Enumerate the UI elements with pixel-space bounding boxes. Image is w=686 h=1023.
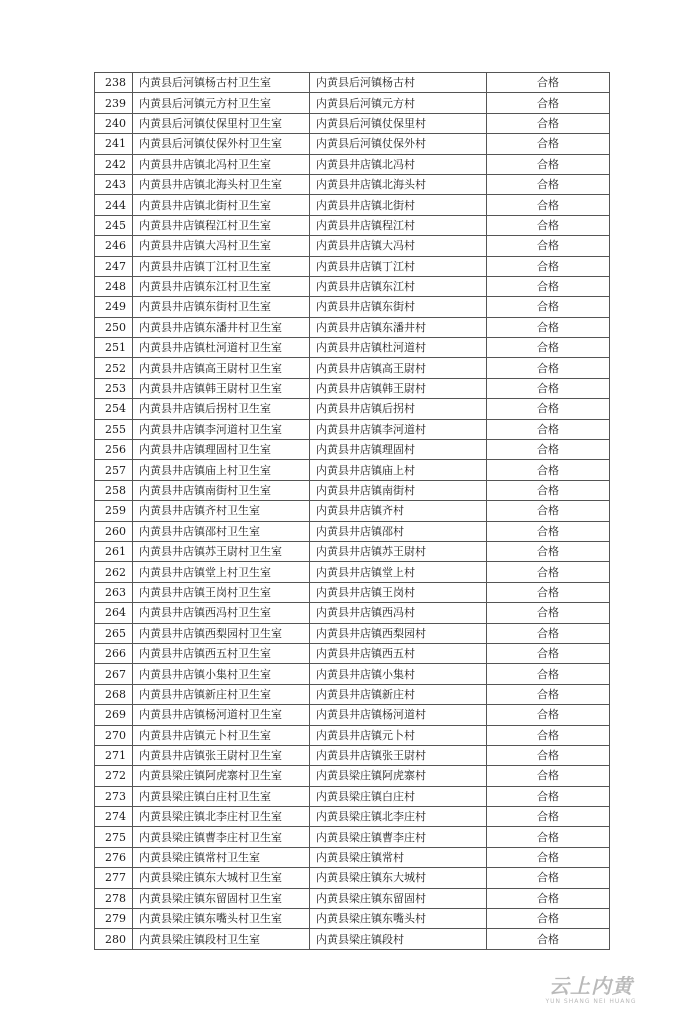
clinic-address: 内黄县井店镇杜河道村 — [310, 338, 487, 358]
row-number: 239 — [95, 93, 133, 113]
clinic-address: 内黄县井店镇苏王尉村 — [310, 541, 487, 561]
inspection-result: 合格 — [487, 134, 610, 154]
row-number: 254 — [95, 399, 133, 419]
clinic-name: 内黄县井店镇东街村卫生室 — [133, 297, 310, 317]
clinic-name: 内黄县梁庄镇白庄村卫生室 — [133, 786, 310, 806]
clinic-name: 内黄县井店镇堂上村卫生室 — [133, 562, 310, 582]
clinic-name: 内黄县井店镇张王尉村卫生室 — [133, 745, 310, 765]
clinic-address: 内黄县井店镇齐村 — [310, 501, 487, 521]
table-row — [95, 215, 610, 235]
table-row — [95, 358, 610, 378]
inspection-result: 合格 — [487, 643, 610, 663]
clinic-address: 内黄县井店镇堂上村 — [310, 562, 487, 582]
row-number: 260 — [95, 521, 133, 541]
row-number: 272 — [95, 766, 133, 786]
inspection-result: 合格 — [487, 521, 610, 541]
clinic-address: 内黄县井店镇小集村 — [310, 664, 487, 684]
row-number: 266 — [95, 643, 133, 663]
clinic-address: 内黄县后河镇元方村 — [310, 93, 487, 113]
inspection-result: 合格 — [487, 684, 610, 704]
clinic-name: 内黄县井店镇高王尉村卫生室 — [133, 358, 310, 378]
clinic-address: 内黄县井店镇杨河道村 — [310, 705, 487, 725]
clinic-name: 内黄县井店镇新庄村卫生室 — [133, 684, 310, 704]
inspection-result: 合格 — [487, 541, 610, 561]
table-row — [95, 623, 610, 643]
clinic-name: 内黄县梁庄镇阿虎寨村卫生室 — [133, 766, 310, 786]
table-row — [95, 664, 610, 684]
clinic-name: 内黄县井店镇北海头村卫生室 — [133, 174, 310, 194]
table-row — [95, 236, 610, 256]
table-row — [95, 317, 610, 337]
clinic-address: 内黄县井店镇王岗村 — [310, 582, 487, 602]
table-row — [95, 603, 610, 623]
inspection-result: 合格 — [487, 664, 610, 684]
table-row — [95, 705, 610, 725]
table-row — [95, 643, 610, 663]
row-number: 261 — [95, 541, 133, 561]
row-number: 273 — [95, 786, 133, 806]
table-row — [95, 501, 610, 521]
inspection-result: 合格 — [487, 378, 610, 398]
row-number: 279 — [95, 909, 133, 929]
inspection-result: 合格 — [487, 868, 610, 888]
table-row — [95, 562, 610, 582]
row-number: 277 — [95, 868, 133, 888]
table-row — [95, 276, 610, 296]
table-row — [95, 847, 610, 867]
clinic-name: 内黄县井店镇西梨园村卫生室 — [133, 623, 310, 643]
row-number: 242 — [95, 154, 133, 174]
table-row — [95, 582, 610, 602]
row-number: 250 — [95, 317, 133, 337]
inspection-result: 合格 — [487, 582, 610, 602]
table-row — [95, 827, 610, 847]
inspection-result: 合格 — [487, 623, 610, 643]
clinic-address: 内黄县井店镇李河道村 — [310, 419, 487, 439]
clinic-name: 内黄县后河镇仗保里村卫生室 — [133, 113, 310, 133]
clinic-name: 内黄县梁庄镇常村卫生室 — [133, 847, 310, 867]
table-row — [95, 868, 610, 888]
clinic-address: 内黄县井店镇东潘井村 — [310, 317, 487, 337]
table-row — [95, 73, 610, 93]
table-row — [95, 297, 610, 317]
table-row — [95, 766, 610, 786]
clinic-address: 内黄县梁庄镇东大城村 — [310, 868, 487, 888]
clinic-address: 内黄县梁庄镇阿虎寨村 — [310, 766, 487, 786]
clinic-name: 内黄县井店镇苏王尉村卫生室 — [133, 541, 310, 561]
clinic-address: 内黄县井店镇邵村 — [310, 521, 487, 541]
clinic-name: 内黄县井店镇齐村卫生室 — [133, 501, 310, 521]
table-row — [95, 93, 610, 113]
row-number: 255 — [95, 419, 133, 439]
clinic-address: 内黄县梁庄镇白庄村 — [310, 786, 487, 806]
inspection-result: 合格 — [487, 236, 610, 256]
inspection-result: 合格 — [487, 827, 610, 847]
clinic-address: 内黄县井店镇北冯村 — [310, 154, 487, 174]
row-number: 267 — [95, 664, 133, 684]
inspection-result: 合格 — [487, 929, 610, 949]
row-number: 241 — [95, 134, 133, 154]
inspection-result: 合格 — [487, 93, 610, 113]
clinic-name: 内黄县井店镇后拐村卫生室 — [133, 399, 310, 419]
inspection-table — [94, 72, 610, 950]
row-number: 253 — [95, 378, 133, 398]
clinic-name: 内黄县井店镇程江村卫生室 — [133, 215, 310, 235]
clinic-address: 内黄县井店镇北街村 — [310, 195, 487, 215]
row-number: 256 — [95, 440, 133, 460]
row-number: 251 — [95, 338, 133, 358]
clinic-name: 内黄县井店镇庙上村卫生室 — [133, 460, 310, 480]
clinic-address: 内黄县井店镇东江村 — [310, 276, 487, 296]
table-row — [95, 440, 610, 460]
table-row — [95, 909, 610, 929]
inspection-result: 合格 — [487, 195, 610, 215]
clinic-address: 内黄县后河镇杨古村 — [310, 73, 487, 93]
table-row — [95, 378, 610, 398]
inspection-result: 合格 — [487, 745, 610, 765]
clinic-name: 内黄县后河镇杨古村卫生室 — [133, 73, 310, 93]
clinic-name: 内黄县梁庄镇段村卫生室 — [133, 929, 310, 949]
inspection-result: 合格 — [487, 725, 610, 745]
row-number: 248 — [95, 276, 133, 296]
table-row — [95, 929, 610, 949]
table-row — [95, 745, 610, 765]
clinic-name: 内黄县梁庄镇东留固村卫生室 — [133, 888, 310, 908]
row-number: 271 — [95, 745, 133, 765]
inspection-result: 合格 — [487, 419, 610, 439]
table-row — [95, 521, 610, 541]
table-row — [95, 134, 610, 154]
table-row — [95, 256, 610, 276]
clinic-name: 内黄县梁庄镇曹李庄村卫生室 — [133, 827, 310, 847]
clinic-address: 内黄县井店镇西冯村 — [310, 603, 487, 623]
clinic-address: 内黄县梁庄镇东留固村 — [310, 888, 487, 908]
clinic-name: 内黄县井店镇西冯村卫生室 — [133, 603, 310, 623]
clinic-name: 内黄县井店镇小集村卫生室 — [133, 664, 310, 684]
clinic-address: 内黄县井店镇韩王尉村 — [310, 378, 487, 398]
inspection-result: 合格 — [487, 358, 610, 378]
clinic-address: 内黄县井店镇理固村 — [310, 440, 487, 460]
clinic-name: 内黄县井店镇丁江村卫生室 — [133, 256, 310, 276]
table-row — [95, 195, 610, 215]
inspection-result: 合格 — [487, 154, 610, 174]
table-row — [95, 541, 610, 561]
clinic-name: 内黄县井店镇王岗村卫生室 — [133, 582, 310, 602]
row-number: 249 — [95, 297, 133, 317]
inspection-result: 合格 — [487, 705, 610, 725]
table-row — [95, 786, 610, 806]
clinic-address: 内黄县井店镇大冯村 — [310, 236, 487, 256]
clinic-address: 内黄县井店镇元卜村 — [310, 725, 487, 745]
clinic-address: 内黄县井店镇丁江村 — [310, 256, 487, 276]
clinic-address: 内黄县井店镇程江村 — [310, 215, 487, 235]
row-number: 247 — [95, 256, 133, 276]
clinic-name: 内黄县井店镇杨河道村卫生室 — [133, 705, 310, 725]
clinic-name: 内黄县井店镇元卜村卫生室 — [133, 725, 310, 745]
row-number: 252 — [95, 358, 133, 378]
inspection-result: 合格 — [487, 847, 610, 867]
row-number: 262 — [95, 562, 133, 582]
row-number: 265 — [95, 623, 133, 643]
clinic-address: 内黄县井店镇庙上村 — [310, 460, 487, 480]
clinic-name: 内黄县井店镇杜河道村卫生室 — [133, 338, 310, 358]
clinic-name: 内黄县井店镇东江村卫生室 — [133, 276, 310, 296]
row-number: 268 — [95, 684, 133, 704]
clinic-name: 内黄县井店镇大冯村卫生室 — [133, 236, 310, 256]
clinic-name: 内黄县梁庄镇东嘴头村卫生室 — [133, 909, 310, 929]
inspection-result: 合格 — [487, 399, 610, 419]
clinic-address: 内黄县井店镇西五村 — [310, 643, 487, 663]
clinic-name: 内黄县井店镇韩王尉村卫生室 — [133, 378, 310, 398]
inspection-result: 合格 — [487, 174, 610, 194]
clinic-name: 内黄县梁庄镇北李庄村卫生室 — [133, 807, 310, 827]
row-number: 259 — [95, 501, 133, 521]
row-number: 275 — [95, 827, 133, 847]
inspection-result: 合格 — [487, 256, 610, 276]
inspection-result: 合格 — [487, 440, 610, 460]
inspection-result: 合格 — [487, 766, 610, 786]
clinic-address: 内黄县井店镇新庄村 — [310, 684, 487, 704]
row-number: 244 — [95, 195, 133, 215]
clinic-name: 内黄县井店镇东潘井村卫生室 — [133, 317, 310, 337]
clinic-address: 内黄县井店镇东街村 — [310, 297, 487, 317]
inspection-result: 合格 — [487, 888, 610, 908]
table-row — [95, 338, 610, 358]
row-number: 264 — [95, 603, 133, 623]
inspection-result: 合格 — [487, 297, 610, 317]
row-number: 245 — [95, 215, 133, 235]
row-number: 243 — [95, 174, 133, 194]
table-row — [95, 460, 610, 480]
clinic-address: 内黄县后河镇仗保里村 — [310, 113, 487, 133]
row-number: 240 — [95, 113, 133, 133]
inspection-result: 合格 — [487, 113, 610, 133]
clinic-name: 内黄县井店镇北街村卫生室 — [133, 195, 310, 215]
table-row — [95, 113, 610, 133]
clinic-name: 内黄县井店镇邵村卫生室 — [133, 521, 310, 541]
row-number: 258 — [95, 480, 133, 500]
clinic-address: 内黄县梁庄镇段村 — [310, 929, 487, 949]
inspection-result: 合格 — [487, 460, 610, 480]
inspection-result: 合格 — [487, 909, 610, 929]
watermark-text: 云上内黄 — [549, 974, 633, 998]
clinic-name: 内黄县井店镇西五村卫生室 — [133, 643, 310, 663]
table-row — [95, 888, 610, 908]
row-number: 263 — [95, 582, 133, 602]
table-row — [95, 725, 610, 745]
clinic-name: 内黄县井店镇理固村卫生室 — [133, 440, 310, 460]
row-number: 276 — [95, 847, 133, 867]
clinic-name: 内黄县井店镇李河道村卫生室 — [133, 419, 310, 439]
table-row — [95, 174, 610, 194]
clinic-address: 内黄县井店镇南街村 — [310, 480, 487, 500]
row-number: 270 — [95, 725, 133, 745]
clinic-address: 内黄县井店镇张王尉村 — [310, 745, 487, 765]
inspection-result: 合格 — [487, 807, 610, 827]
row-number: 278 — [95, 888, 133, 908]
clinic-address: 内黄县井店镇西梨园村 — [310, 623, 487, 643]
clinic-name: 内黄县梁庄镇东大城村卫生室 — [133, 868, 310, 888]
clinic-name: 内黄县井店镇北冯村卫生室 — [133, 154, 310, 174]
clinic-name: 内黄县后河镇仗保外村卫生室 — [133, 134, 310, 154]
clinic-address: 内黄县井店镇后拐村 — [310, 399, 487, 419]
inspection-result: 合格 — [487, 317, 610, 337]
row-number: 280 — [95, 929, 133, 949]
row-number: 257 — [95, 460, 133, 480]
watermark-subtext: YUN SHANG NEI HUANG — [545, 998, 637, 1005]
row-number: 274 — [95, 807, 133, 827]
inspection-result: 合格 — [487, 215, 610, 235]
inspection-result: 合格 — [487, 73, 610, 93]
clinic-address: 内黄县梁庄镇常村 — [310, 847, 487, 867]
table-row — [95, 419, 610, 439]
inspection-result: 合格 — [487, 603, 610, 623]
row-number: 269 — [95, 705, 133, 725]
table-row — [95, 684, 610, 704]
row-number: 246 — [95, 236, 133, 256]
inspection-result: 合格 — [487, 276, 610, 296]
clinic-address: 内黄县梁庄镇北李庄村 — [310, 807, 487, 827]
clinic-address: 内黄县后河镇仗保外村 — [310, 134, 487, 154]
table-row — [95, 154, 610, 174]
table-body — [95, 73, 610, 950]
clinic-address: 内黄县梁庄镇曹李庄村 — [310, 827, 487, 847]
inspection-result: 合格 — [487, 786, 610, 806]
watermark-logo — [536, 970, 646, 1005]
table-row — [95, 399, 610, 419]
inspection-result: 合格 — [487, 562, 610, 582]
inspection-result: 合格 — [487, 501, 610, 521]
row-number: 238 — [95, 73, 133, 93]
table-row — [95, 807, 610, 827]
table-row — [95, 480, 610, 500]
clinic-address: 内黄县井店镇高王尉村 — [310, 358, 487, 378]
clinic-name: 内黄县后河镇元方村卫生室 — [133, 93, 310, 113]
clinic-address: 内黄县井店镇北海头村 — [310, 174, 487, 194]
clinic-name: 内黄县井店镇南街村卫生室 — [133, 480, 310, 500]
inspection-result: 合格 — [487, 480, 610, 500]
inspection-result: 合格 — [487, 338, 610, 358]
clinic-address: 内黄县梁庄镇东嘴头村 — [310, 909, 487, 929]
